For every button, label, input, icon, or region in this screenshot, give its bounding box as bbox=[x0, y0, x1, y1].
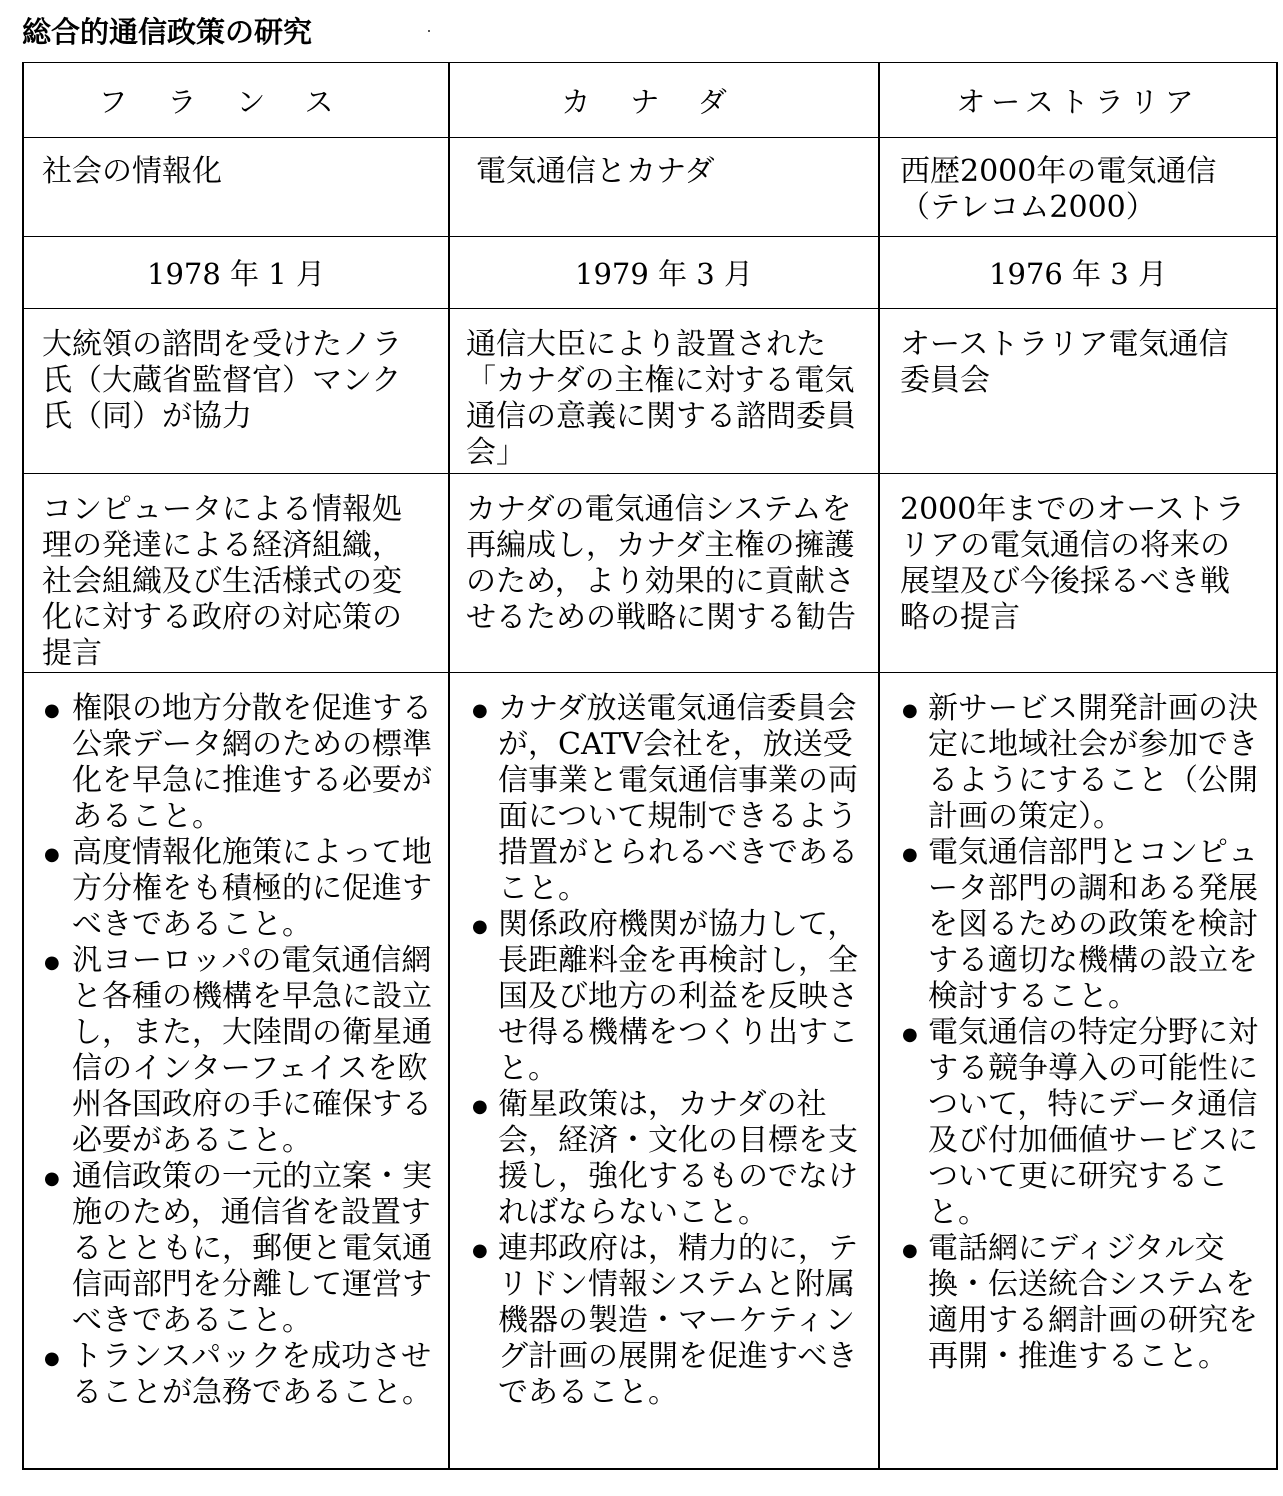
list-item: ● 高度情報化施策によって地方分権をも積極的に促進すべきであること。 bbox=[24, 835, 448, 943]
comparison-table bbox=[22, 62, 1278, 1470]
list-item: ● 衛星政策は，カナダの社会，経済・文化の目標を支援し，強化するものでなければならないこと。 bbox=[450, 1087, 878, 1231]
purpose-france: コンピュータによる情報処理の発達による経済組織，社会組織及び生活様式の変化に対する政府の対応策の提言 bbox=[23, 474, 449, 673]
purpose-canada: カナダの電気通信システムを再編成し，カナダ主権の擁護のため，より効果的に貢献させるための戦略に関する勧告 bbox=[449, 474, 879, 673]
date-france: 1978 年 1 月 bbox=[23, 237, 449, 309]
stray-dot bbox=[428, 30, 430, 32]
recommendations-france bbox=[23, 673, 449, 1470]
list-item: ● 通信政策の一元的立案・実施のため，通信省を設置するとともに，郵便と電気通信両部門を分離して運営すべきであること。 bbox=[24, 1159, 448, 1339]
recommendations-row bbox=[23, 673, 1277, 1470]
report-title-australia bbox=[879, 138, 1277, 237]
report-title-row bbox=[23, 138, 1277, 237]
country-france: フランス bbox=[23, 63, 449, 138]
list-item: ● カナダ放送電気通信委員会が，CATV会社を，放送受信事業と電気通信事業の両面について規制できるよう措置がとられるべきであること。 bbox=[450, 691, 878, 907]
country-australia: オーストラリア bbox=[879, 63, 1277, 138]
purpose-row bbox=[23, 474, 1277, 673]
recommendations-australia bbox=[879, 673, 1277, 1470]
report-title-france: 社会の情報化 bbox=[23, 138, 449, 237]
date-canada: 1979 年 3 月 bbox=[449, 237, 879, 309]
list-item: ● 汎ヨーロッパの電気通信網と各種の機構を早急に設立し，また，大陸間の衛星通信のインターフェイスを欧州各国政府の手に確保する必要があること。 bbox=[24, 943, 448, 1159]
list-item: ● 新サービス開発計画の決定に地域社会が参加できるようにすること（公開計画の策定）。 bbox=[880, 691, 1276, 835]
country-canada: カナダ bbox=[449, 63, 879, 138]
list-item: ● 連邦政府は，精力的に，テリドン情報システムと附属機器の製造・マーケティング計画の展開を促進すべきであること。 bbox=[450, 1231, 878, 1411]
recommendations-canada bbox=[449, 673, 879, 1470]
report-title-australia-sub: （テレコム2000） bbox=[900, 190, 1156, 225]
date-australia: 1976 年 3 月 bbox=[879, 237, 1277, 309]
author-canada: 通信大臣により設置された「カナダの主権に対する電気通信の意義に関する諮問委員会」 bbox=[449, 309, 879, 474]
recommendation-list bbox=[24, 691, 448, 1411]
page-title: 総合的通信政策の研究 bbox=[22, 15, 313, 49]
list-item: ● 電話網にディジタル交換・伝送統合システムを適用する網計画の研究を再開・推進すること。 bbox=[880, 1231, 1276, 1375]
list-item: ● 関係政府機関が協力して，長距離料金を再検討し，全国及び地方の利益を反映させ得る機構をつくり出すこと。 bbox=[450, 907, 878, 1087]
author-australia: オーストラリア電気通信委員会 bbox=[879, 309, 1277, 474]
list-item: ● トランスパックを成功させることが急務であること。 bbox=[24, 1339, 448, 1411]
purpose-australia: 2000年までのオーストラリアの電気通信の将来の展望及び今後採るべき戦略の提言 bbox=[879, 474, 1277, 673]
recommendation-list bbox=[450, 691, 878, 1411]
list-item: ● 権限の地方分散を促進する公衆データ網のための標準化を早急に推進する必要があること。 bbox=[24, 691, 448, 835]
author-france: 大統領の諮問を受けたノラ氏（大蔵省監督官）マンク氏（同）が協力 bbox=[23, 309, 449, 474]
author-row bbox=[23, 309, 1277, 474]
date-row bbox=[23, 237, 1277, 309]
list-item: ● 電気通信の特定分野に対する競争導入の可能性について，特にデータ通信及び付加価値サービスについて更に研究すること。 bbox=[880, 1015, 1276, 1231]
list-item: ● 電気通信部門とコンピュータ部門の調和ある発展を図るための政策を検討する適切な機構の設立を検討すること。 bbox=[880, 835, 1276, 1015]
country-header-row bbox=[23, 63, 1277, 138]
report-title-canada: 電気通信とカナダ bbox=[449, 138, 879, 237]
report-title-australia-main: 西歴2000年の電気通信 bbox=[900, 154, 1217, 189]
recommendation-list bbox=[880, 691, 1276, 1375]
